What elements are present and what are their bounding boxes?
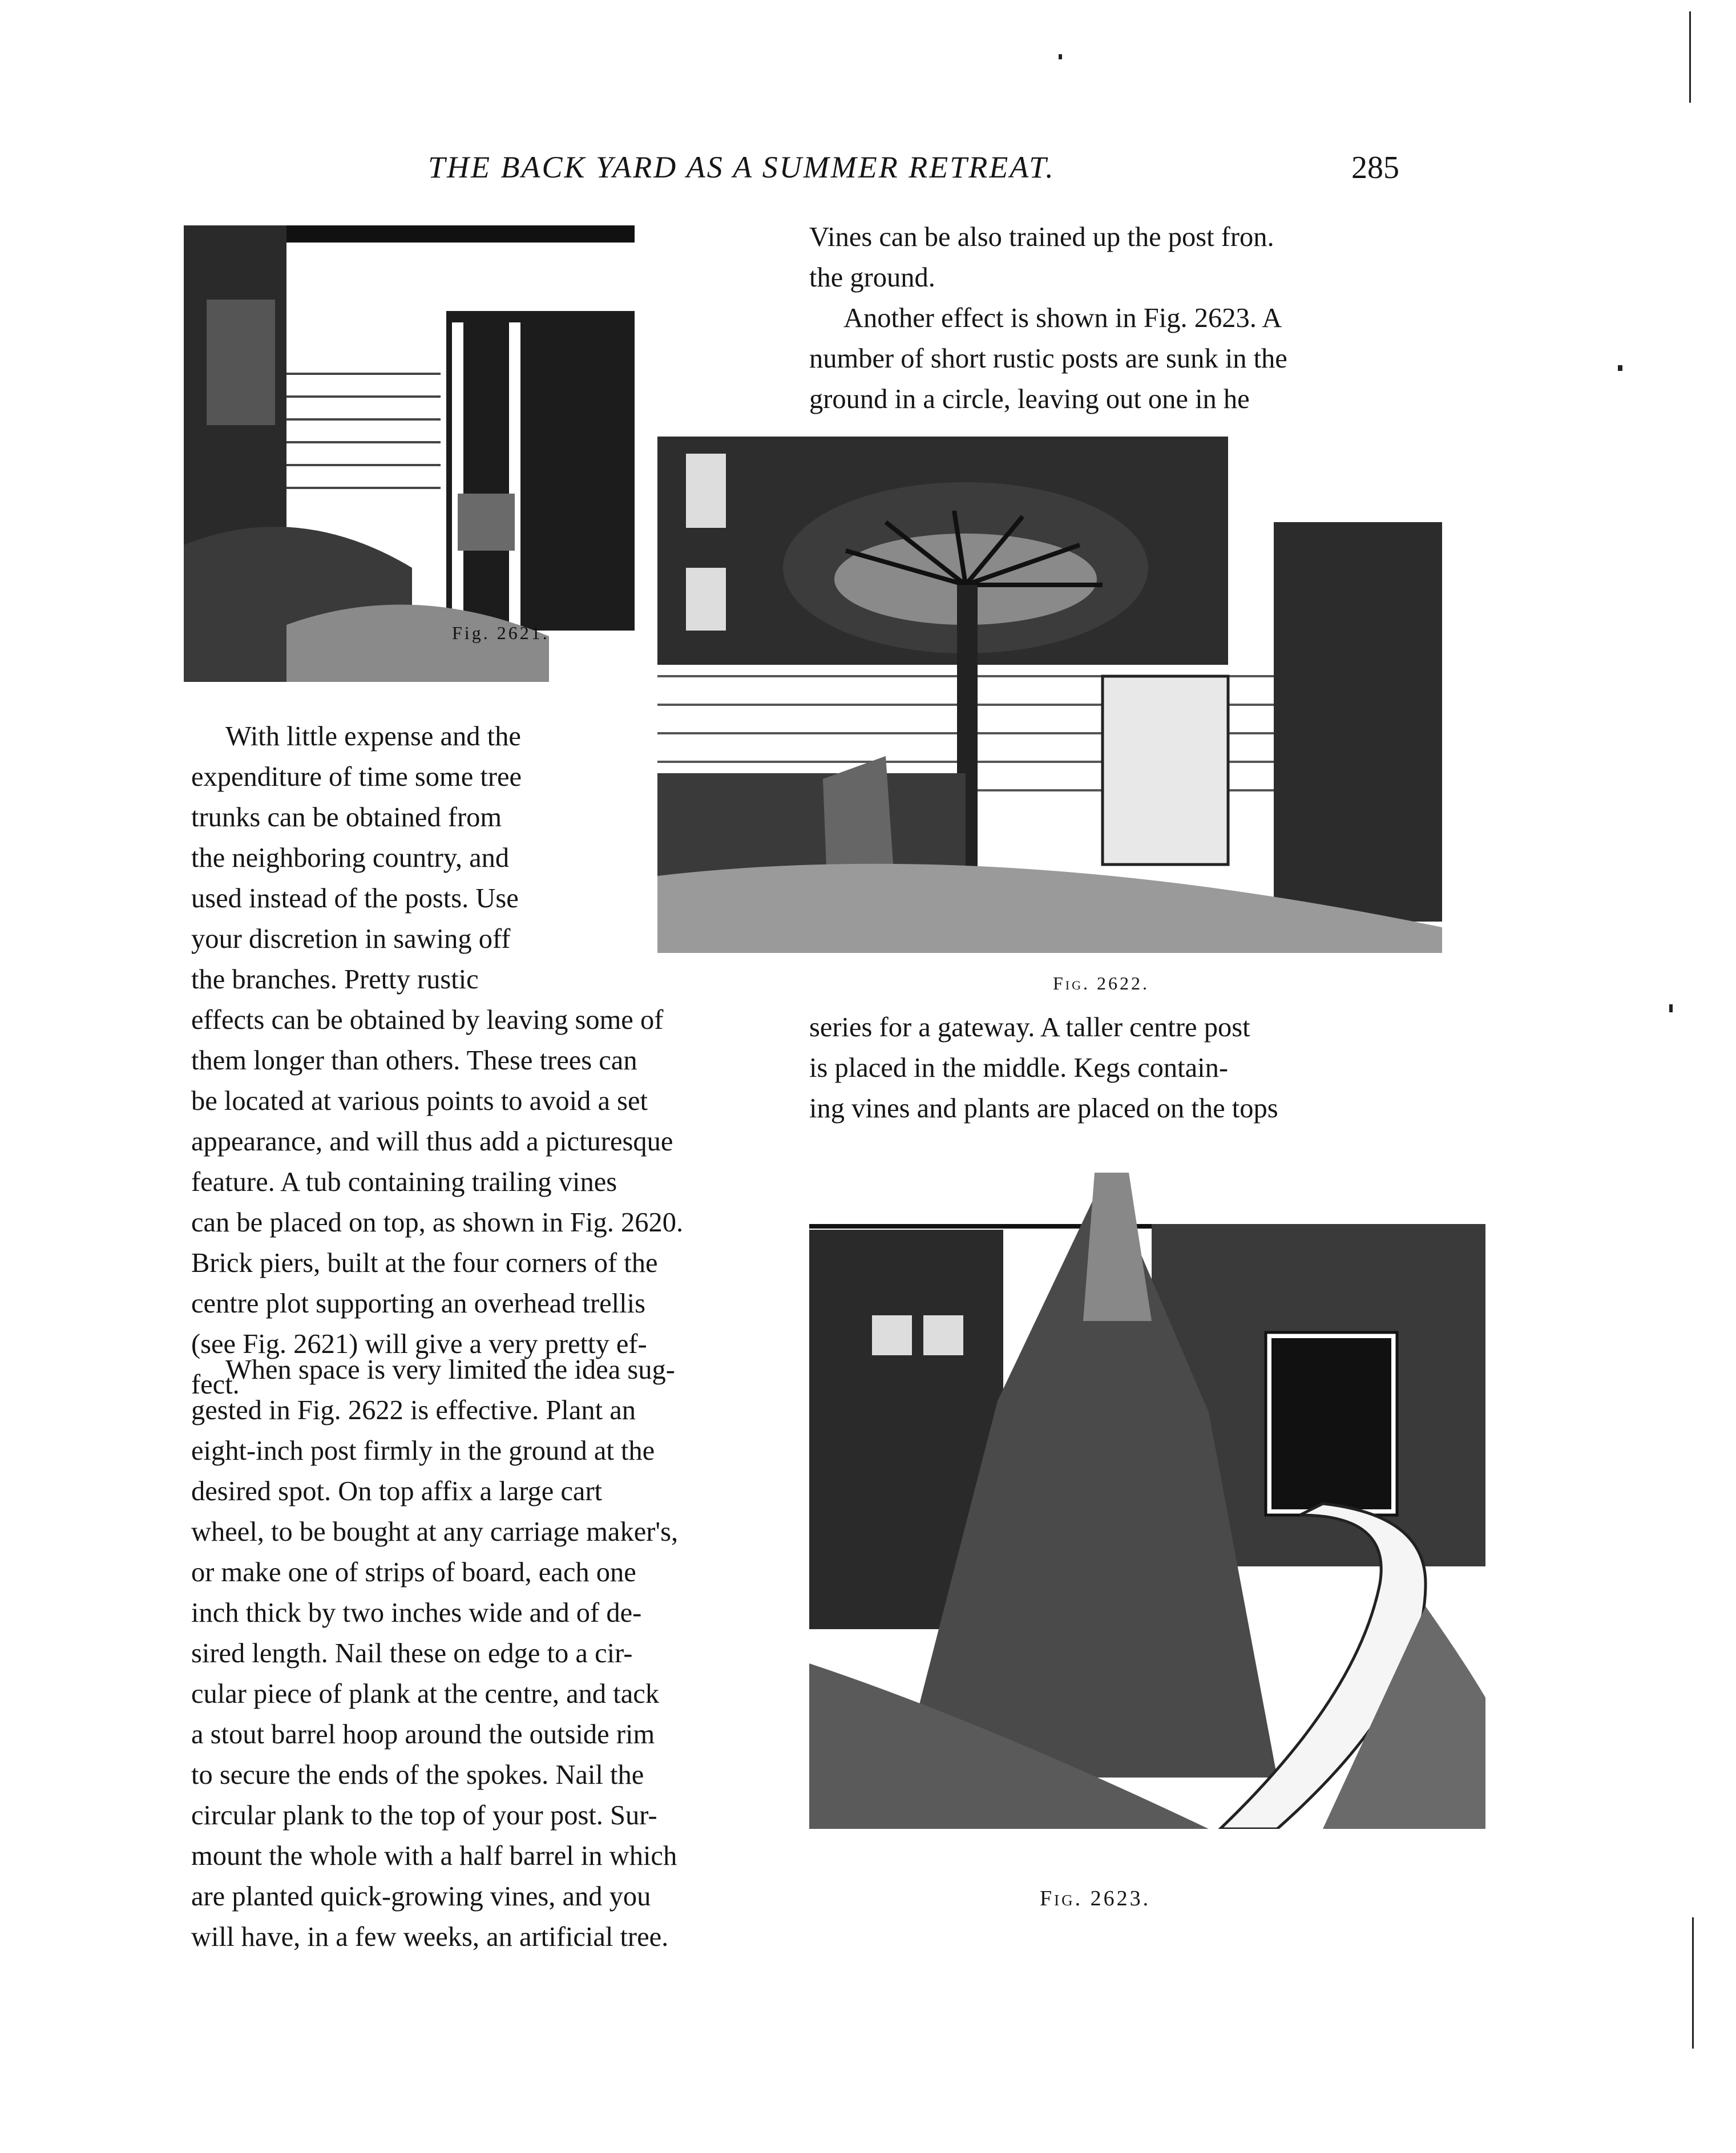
text-line: inch thick by two inches wide and of de- xyxy=(191,1598,642,1628)
right-column-top-text xyxy=(809,217,1408,419)
text-line: them longer than others. These trees can xyxy=(191,1045,637,1076)
text-line: the branches. Pretty rustic xyxy=(191,964,479,995)
text-line: Another effect is shown in Fig. 2623. A xyxy=(843,303,1282,333)
text-line: desired spot. On top affix a large cart xyxy=(191,1476,603,1506)
text-line: fect. xyxy=(191,1370,240,1400)
text-line: effects can be obtained by leaving some of xyxy=(191,1005,664,1035)
text-line: your discretion in sawing off xyxy=(191,924,511,954)
text-line: the neighboring country, and xyxy=(191,843,510,873)
text-line: gested in Fig. 2622 is effective. Plant an xyxy=(191,1395,636,1425)
vine-posts-path-engraving-icon xyxy=(809,1150,1485,1829)
text-line: is placed in the middle. Kegs contain- xyxy=(809,1053,1229,1083)
fig-2623-caption: Fig. 2623. xyxy=(1040,1887,1151,1910)
figure-2623 xyxy=(809,1150,1485,1829)
text-line: circular plank to the top of your post. Sur- xyxy=(191,1800,657,1831)
figure-2621 xyxy=(184,225,635,682)
text-line: sired length. Nail these on edge to a cir- xyxy=(191,1638,633,1669)
left-column-text-2 xyxy=(191,1350,790,1957)
text-line: expenditure of time some tree xyxy=(191,762,522,792)
text-line: number of short rustic posts are sunk in the xyxy=(809,344,1287,374)
text-line: or make one of strips of board, each one xyxy=(191,1557,636,1588)
text-line: are planted quick-growing vines, and you xyxy=(191,1881,651,1912)
text-line: (see Fig. 2621) will give a very pretty ef- xyxy=(191,1329,647,1359)
running-header: THE BACK YARD AS A SUMMER RETREAT. xyxy=(428,150,1055,184)
scan-edge-mark xyxy=(1689,11,1691,103)
text-line: wheel, to be bought at any carriage maker's, xyxy=(191,1517,679,1547)
text-line: With little expense and the xyxy=(225,721,521,752)
scan-speck xyxy=(1059,54,1062,59)
text-line: series for a gateway. A taller centre post xyxy=(809,1012,1250,1043)
text-line: cular piece of plank at the centre, and tack xyxy=(191,1679,660,1709)
text-line: will have, in a few weeks, an artificial tree. xyxy=(191,1922,669,1952)
text-line: mount the whole with a half barrel in which xyxy=(191,1841,677,1871)
fig-2621-caption: Fig. 2621. xyxy=(452,623,550,643)
text-line: eight-inch post firmly in the ground at the xyxy=(191,1436,655,1466)
page-number: 285 xyxy=(1351,150,1399,185)
scan-speck xyxy=(1618,365,1622,371)
text-line: Brick piers, built at the four corners of the xyxy=(191,1248,658,1278)
text-line: feature. A tub containing trailing vines xyxy=(191,1167,617,1197)
text-line: Vines can be also trained up the post fron. xyxy=(809,222,1274,252)
fig-2622-caption: Fig. 2622. xyxy=(1053,973,1150,993)
text-line: be located at various points to avoid a set xyxy=(191,1086,648,1116)
right-column-mid-text xyxy=(809,1007,1408,1129)
text-line: trunks can be obtained from xyxy=(191,802,502,833)
wheel-tree-engraving-icon xyxy=(657,437,1442,953)
scan-speck xyxy=(1669,1004,1673,1012)
text-line: can be placed on top, as shown in Fig. 2620. xyxy=(191,1207,684,1238)
text-line: When space is very limited the idea sug- xyxy=(225,1355,675,1385)
text-line: appearance, and will thus add a picturesque xyxy=(191,1126,673,1157)
text-line: the ground. xyxy=(809,262,935,293)
text-line: a stout barrel hoop around the outside rim xyxy=(191,1719,655,1750)
left-column-text xyxy=(191,716,773,1405)
text-line: used instead of the posts. Use xyxy=(191,883,519,914)
figure-2622 xyxy=(657,437,1442,953)
text-line: centre plot supporting an overhead trellis xyxy=(191,1288,645,1319)
garden-trellis-engraving-icon xyxy=(184,225,635,682)
text-line: to secure the ends of the spokes. Nail the xyxy=(191,1760,644,1790)
text-line: ground in a circle, leaving out one in he xyxy=(809,384,1250,414)
scan-edge-mark xyxy=(1692,1917,1694,2049)
text-line: ing vines and plants are placed on the tops xyxy=(809,1093,1278,1124)
